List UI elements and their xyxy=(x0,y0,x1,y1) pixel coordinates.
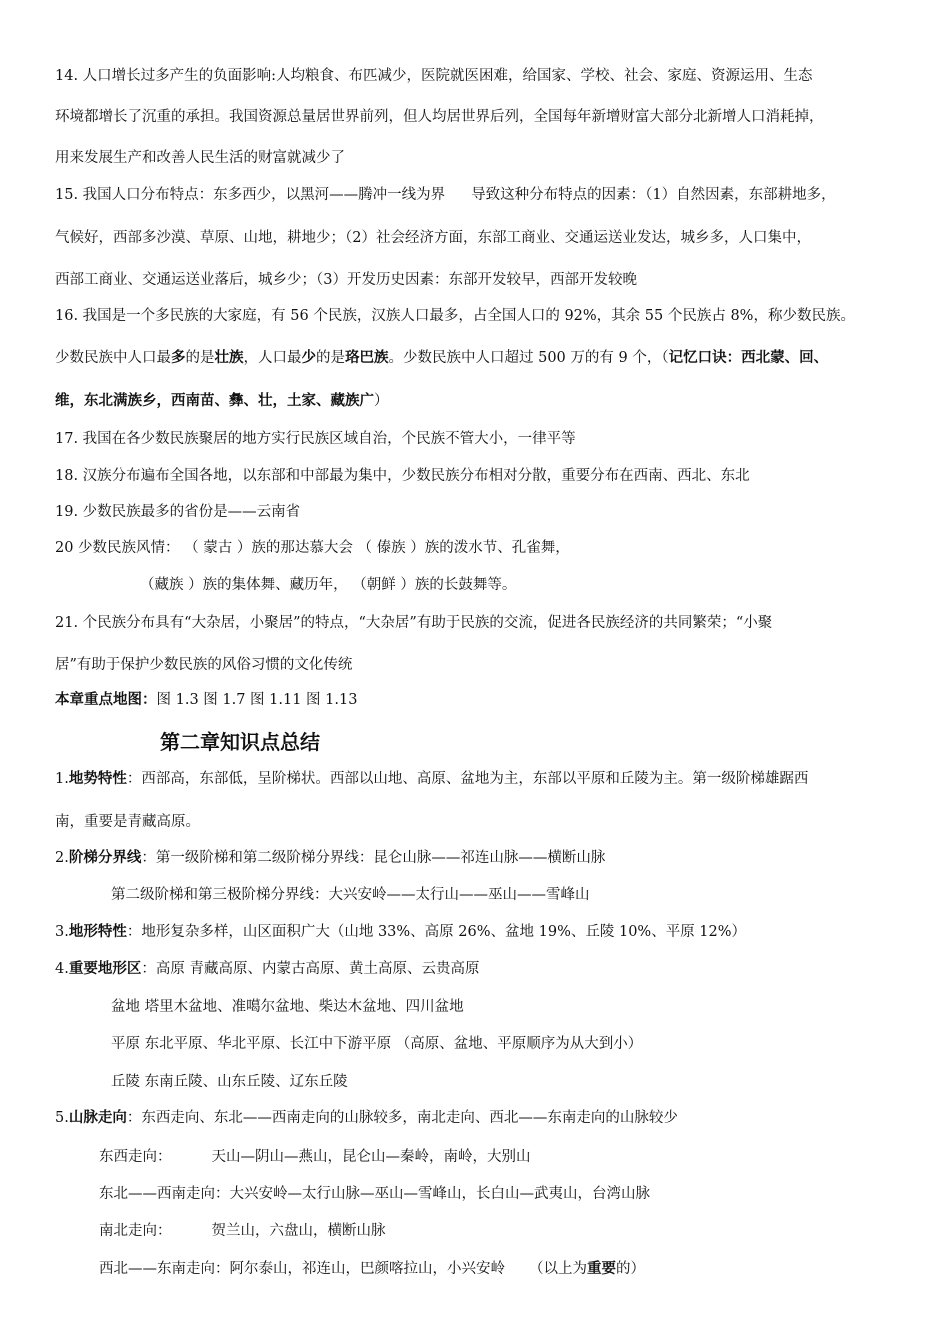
key-maps-label: 本章重点地图： xyxy=(55,692,157,708)
item-16-line-3 xyxy=(55,391,389,411)
section-text: ：西部高，东部低，呈阶梯状。西部以山地、高原、盆地为主，东部以平原和丘陵为主。第一级阶梯雄踞西 xyxy=(126,771,809,787)
text-run: 的是 xyxy=(185,350,215,366)
mnemonic-bold: 维，东北满族乡，西南苗、彝、壮，土家、藏族广 xyxy=(55,393,374,409)
item-21-line-1: 21. 个民族分布具有“大杂居，小聚居”的特点，“大杂居”有助于民族的交流，促进各民族经济的共同繁荣；“小聚 xyxy=(55,615,773,631)
key-maps-line xyxy=(55,690,357,710)
section-text: ：第一级阶梯和第二级阶梯分界线：昆仑山脉——祁连山脉——横断山脉 xyxy=(141,850,606,866)
key-maps-value: 图 1.3 图 1.7 图 1.11 图 1.13 xyxy=(156,692,358,708)
bold-run: 珞巴族 xyxy=(345,350,389,366)
item-20-line-1: 20 少数民族风情： （ 蒙古 ）族的那达慕大会 （ 傣族 ）族的泼水节、孔雀舞， xyxy=(55,540,570,556)
direction-label: 东西走向： xyxy=(99,1149,172,1165)
direction-value: 天山—阴山—燕山，昆仑山—秦岭，南岭，大别山 xyxy=(211,1149,531,1165)
item-14-line-2: 环境都增长了沉重的承担。我国资源总量居世界前列，但人均居世界后列，全国每年新增财富大部分北新增人口消耗掉， xyxy=(55,109,824,125)
section-number: 5. xyxy=(55,1110,69,1126)
section-number: 2. xyxy=(55,850,69,866)
text-run: ，人口最 xyxy=(243,350,302,366)
bold-run: 壮族 xyxy=(214,350,244,366)
section-5-east-west xyxy=(99,1147,531,1167)
section-4-plains: 平原 东北平原、华北平原、长江中下游平原 （高原、盆地、平原顺序为从大到小） xyxy=(111,1036,643,1052)
section-label: 地势特性 xyxy=(68,771,127,787)
section-label: 重要地形区 xyxy=(68,961,142,977)
item-19: 19. 少数民族最多的省份是——云南省 xyxy=(55,504,301,520)
section-1-line-2: 南，重要是青藏高原。 xyxy=(55,814,200,830)
item-21-line-2: 居”有助于保护少数民族的风俗习惯的文化传统 xyxy=(55,657,353,673)
note-text: 的） xyxy=(616,1261,645,1277)
item-14-line-3: 用来发展生产和改善人民生活的财富就减少了 xyxy=(55,150,345,166)
bold-run: 少 xyxy=(301,350,316,366)
section-4-hills: 丘陵 东南丘陵、山东丘陵、辽东丘陵 xyxy=(111,1074,348,1090)
direction-label: 南北走向： xyxy=(99,1223,172,1239)
text-run: 。少数民族中人口超过 500 万的有 9 个，（ xyxy=(388,350,669,366)
section-5-northeast-southwest: 东北——西南走向：大兴安岭—太行山脉—巫山—雪峰山，长白山—武夷山，台湾山脉 xyxy=(99,1186,650,1202)
note-text: （以上为 xyxy=(529,1261,587,1277)
section-4-line-1 xyxy=(55,959,479,979)
item-18: 18. 汉族分布遍布全国各地，以东部和中部最为集中，少数民族分布相对分散，重要分布在西南、西北、东北 xyxy=(55,468,750,484)
item-20-line-2: （藏族 ）族的集体舞、藏历年， （朝鲜 ）族的长鼓舞等。 xyxy=(140,577,517,593)
text-run: 少数民族中人口最 xyxy=(55,350,171,366)
chapter-2-title: 第二章知识点总结 xyxy=(160,730,320,754)
item-15-line-2: 气候好，西部多沙漠、草原、山地，耕地少；（2）社会经济方面，东部工商业、交通运送业发达，城乡多，人口集中， xyxy=(55,230,811,246)
item-15-distribution: 15. 我国人口分布特点：东多西少，以黑河——腾冲一线为界 xyxy=(55,187,446,203)
bold-run: 多 xyxy=(171,350,186,366)
direction-value: 贺兰山，六盘山，横断山脉 xyxy=(211,1223,386,1239)
item-17: 17. 我国在各少数民族聚居的地方实行民族区域自治，个民族不管大小，一律平等 xyxy=(55,431,576,447)
item-15-factors: 导致这种分布特点的因素：（1）自然因素，东部耕地多， xyxy=(471,187,836,203)
mnemonic-bold: 记忆口诀：西北蒙、回、 xyxy=(668,350,829,366)
section-4-basins: 盆地 塔里木盆地、准噶尔盆地、柴达木盆地、四川盆地 xyxy=(111,999,464,1015)
section-5-line-1 xyxy=(55,1108,678,1128)
section-number: 1. xyxy=(55,771,69,787)
note-bold: 重要 xyxy=(587,1261,616,1277)
section-2-line-2: 第二级阶梯和第三极阶梯分界线：大兴安岭——太行山——巫山——雪峰山 xyxy=(111,887,590,903)
item-15-line-1 xyxy=(55,185,836,205)
section-2-line-1 xyxy=(55,848,605,868)
section-label: 山脉走向 xyxy=(68,1110,127,1126)
text-run: ） xyxy=(374,393,389,409)
item-16-line-1: 16. 我国是一个多民族的大家庭，有 56 个民族，汉族人口最多，占全国人口的 92%，其余 55 个民族占 8%，称少数民族。 xyxy=(55,308,855,324)
section-text: ：地形复杂多样，山区面积广大（山地 33%、高原 26%、盆地 19%、丘陵 10%、平原 12%） xyxy=(126,924,747,940)
item-14-line-1: 14. 人口增长过多产生的负面影响:人均粮食、布匹减少，医院就医困难，给国家、学校、社会、家庭、资源运用、生态 xyxy=(55,68,813,84)
section-3-line-1 xyxy=(55,922,746,942)
text-run: 的是 xyxy=(316,350,345,366)
section-5-north-south xyxy=(99,1221,386,1241)
item-15-line-3: 西部工商业、交通运送业落后，城乡少；（3）开发历史因素：东部开发较早，西部开发较晚 xyxy=(55,272,637,288)
section-1-line-1 xyxy=(55,769,808,789)
item-16-line-2 xyxy=(55,348,828,368)
section-label: 阶梯分界线 xyxy=(68,850,142,866)
section-number: 4. xyxy=(55,961,69,977)
section-text: ：高原 青藏高原、内蒙古高原、黄土高原、云贵高原 xyxy=(141,961,480,977)
section-5-northwest-southeast xyxy=(99,1259,645,1279)
section-label: 地形特性 xyxy=(68,924,127,940)
section-text: ：东西走向、东北——西南走向的山脉较多，南北走向、西北——东南走向的山脉较少 xyxy=(126,1110,678,1126)
direction-text: 西北——东南走向：阿尔泰山，祁连山，巴颜喀拉山，小兴安岭 xyxy=(99,1261,505,1277)
section-number: 3. xyxy=(55,924,69,940)
